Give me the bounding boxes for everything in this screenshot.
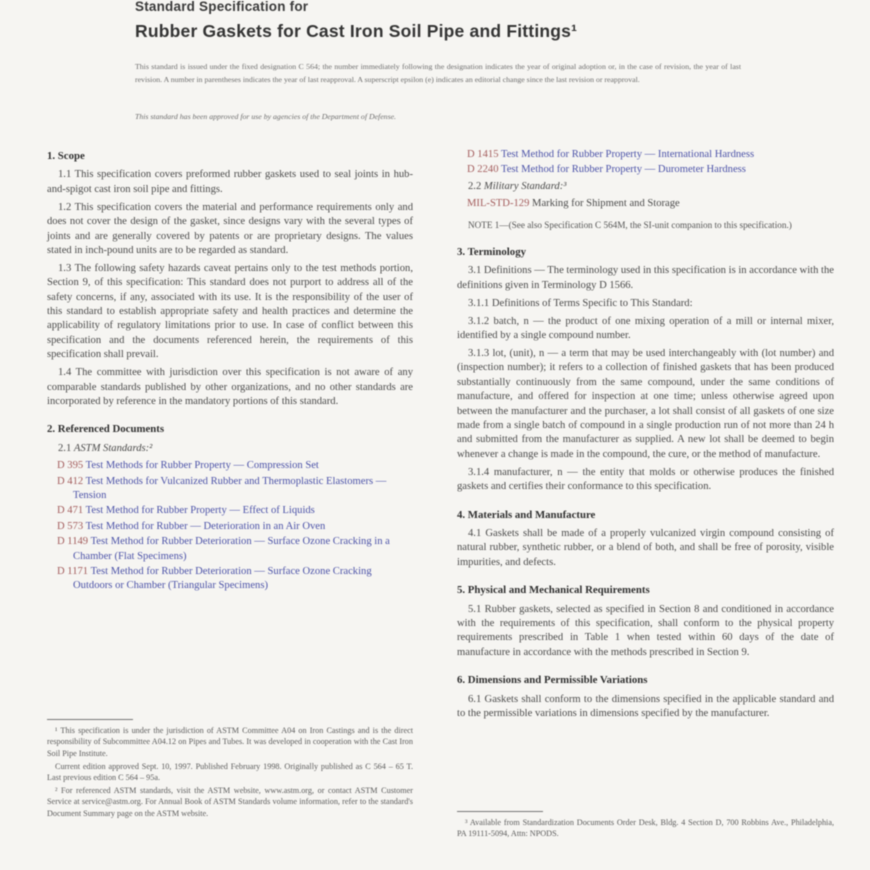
reference-title[interactable]: Test Methods for Rubber Property — Compression Set <box>85 460 319 472</box>
note-1: NOTE 1—(See also Specification C 564M, the SI-unit companion to this specification.) <box>468 219 792 230</box>
para-3-1: 3.1 Definitions — The terminology used in this specification is in accordance with the definitions given in Terminology D 1566. <box>457 265 834 291</box>
reference-title[interactable]: Test Method for Rubber Property — International Hardness <box>500 149 755 160</box>
footnote-2: ² For referenced ASTM standards, visit the ASTM website, www.astm.org, or contact ASTM Customer Service at service@astm.org. For Annual Book of ASTM Standards volume information, refer to the standard's Document Summary page on the ASTM website. <box>47 786 413 818</box>
reference-title[interactable]: Test Method for Rubber — Deterioration in an Air Oven <box>85 520 326 532</box>
reference-link-d1415[interactable] <box>467 148 834 162</box>
doc-title: Rubber Gaskets for Cast Iron Soil Pipe and Fittings¹ <box>135 21 578 41</box>
title-block <box>135 0 577 41</box>
reference-designation[interactable]: D 1415 <box>467 149 499 160</box>
heading-materials-and-manufacture: 4. Materials and Manufacture <box>457 508 596 521</box>
subheading-label: ASTM Standards:² <box>73 442 153 454</box>
heading-scope: 1. Scope <box>47 150 85 162</box>
reference-title[interactable]: Test Method for Rubber Property — Effect of Liquids <box>85 505 315 517</box>
para-3-1-2: 3.1.2 batch, n — the product of one mixing operation of a mill or internal mixer, identified by a single compound number. <box>457 315 834 342</box>
para-3-1-3: 3.1.3 lot, (unit), n — a term that may be used interchangeably with (lot number) and (inspection number); it refers to a collection of finished gaskets that has been produced substantially continuously from the same compound, under the same conditions of manufacture, and offered for inspection at one time; unless otherwise agreed upon between the manufacturer and the purchaser, a lot shall consist of all gaskets of one size made from a single batch of compound in a single production run of not more than 24 h and submitted from the manufacturer as supplied. A new lot shall be deemed to begin whenever a change is made in the compound, the cure, or the method of manufacture. <box>457 347 834 460</box>
para-6-1: 6.1 Gaskets shall conform to the dimensions specified in the applicable standard and to the permissible variations in dimensions specified by the manufacturer. <box>457 693 834 719</box>
issuance-boilerplate: This standard is issued under the fixed designation C 564; the number immediately following the designation indicates the year of original adoption or, in the case of revision, the year of last revision. A number in parentheses indicates the year of last reapproval. A superscript epsilon (e) indicates an editorial change since the last revision or reapproval. <box>135 62 741 85</box>
reference-designation[interactable]: D 1149 <box>57 536 89 548</box>
para-1-3: 1.3 The following safety hazards caveat pertains only to the test methods portion, Section 9, of this specification: This standard does not purport to address all of the safety concerns, if any, associated with its use. It is the responsibility of the user of this standard to establish appropriate safety and health practices and determine the applicability of regulatory limitations prior to use. In case of conflict between this specification and the documents referenced herein, the requirements of this specification shall prevail. <box>47 262 413 361</box>
heading-referenced-documents: 2. Referenced Documents <box>47 423 165 436</box>
reference-designation[interactable]: D 573 <box>57 520 84 532</box>
heading-physical-requirements: 5. Physical and Mechanical Requirements <box>457 584 650 597</box>
reference-designation: MIL-STD-129 <box>467 198 530 210</box>
footnote-1-edition: Current edition approved Sept. 10, 1997. Published February 1998. Originally published as C 564 – 65 T. Last previous edition C 564 – 95a. <box>47 761 413 783</box>
heading-dimensions: 6. Dimensions and Permissible Variations <box>457 674 648 687</box>
para-3-1-1: 3.1.1 Definitions of Terms Specific to This Standard: <box>468 297 693 309</box>
reference-designation[interactable]: D 412 <box>57 475 84 487</box>
footnote-1: ¹ This specification is under the jurisdiction of ASTM Committee A04 on Iron Castings and is the direct responsibility of Subcommittee A04.12 on Pipes and Tubes. It was developed in cooperation with the Cast Iron Soil Pipe Institute. <box>47 726 413 758</box>
dod-approval-note: This standard has been approved for use by agencies of the Department of Defense. <box>135 112 397 121</box>
reference-link-d471[interactable] <box>57 504 413 518</box>
reference-link-d1171[interactable] <box>57 565 413 594</box>
reference-designation[interactable]: D 471 <box>57 505 84 517</box>
reference-title[interactable]: Test Methods for Vulcanized Rubber and Thermoplastic Elastomers — Tension <box>73 475 387 502</box>
subheading-astm-standards <box>47 442 413 456</box>
subheading-number: 2.2 <box>468 180 482 192</box>
para-4-1: 4.1 Gaskets shall be made of a properly vulcanized virgin compound consisting of natural rubber, synthetic rubber, or a blend of both, and shall be free of porosity, visible impurities, and defects. <box>457 527 834 568</box>
reference-designation[interactable]: D 2240 <box>467 164 499 176</box>
subheading-military-standard <box>457 180 834 194</box>
footnote-3: ³ Available from Standardization Documents Order Desk, Bldg. 4 Section D, 700 Robbins Ave., Philadelphia, PA 19111-5094, Attn: NPODS. <box>457 818 834 839</box>
heading-terminology: 3. Terminology <box>457 246 526 259</box>
reference-title: Marking for Shipment and Storage <box>532 198 680 210</box>
astm-reference-list <box>47 459 413 594</box>
reference-designation[interactable]: D 395 <box>57 460 84 472</box>
reference-link-d573[interactable] <box>57 520 413 534</box>
para-5-1: 5.1 Rubber gaskets, selected as specified in Section 8 and conditioned in accordance with the requirements of this specification, shall conform to the physical property requirements prescribed in Table 1 when tested within 60 days of the date of manufacture in accordance with the methods prescribed in Section 9. <box>457 603 834 658</box>
left-column <box>47 147 413 596</box>
footnotes-right <box>457 811 834 841</box>
para-1-2: 1.2 This specification covers the material and performance requirements only and does not cover the design of the gasket, since designs vary with the several types of joints and are generally covered by patents or are proprietary designs. The values stated in inch-pound units are to be regarded as standard. <box>47 201 413 256</box>
footnote-rule <box>47 719 133 720</box>
astm-reference-list-continued <box>457 148 834 178</box>
doc-title-kicker: Standard Specification for <box>135 0 309 14</box>
para-1-4: 1.4 The committee with jurisdiction over this specification is not aware of any comparable standards published by other organizations, and no other standards are incorporated by reference in the mandatory portions of this standard. <box>47 367 413 407</box>
footnotes-left <box>47 719 413 821</box>
para-3-1-4: 3.1.4 manufacturer, n — the entity that molds or otherwise produces the finished gaskets and certifies their conformance to this specification. <box>457 466 834 493</box>
reference-designation[interactable]: D 1171 <box>57 566 89 578</box>
reference-link-d395[interactable] <box>57 459 413 473</box>
subheading-number: 2.1 <box>58 442 72 454</box>
reference-link-d2240[interactable] <box>467 163 834 177</box>
footnote-rule <box>457 811 543 812</box>
reference-title[interactable]: Test Method for Rubber Property — Durometer Hardness <box>500 164 746 176</box>
reference-title[interactable]: Test Method for Rubber Deterioration — Surface Ozone Cracking in a Chamber (Flat Specimens) <box>73 536 390 562</box>
subheading-label: Military Standard:³ <box>483 180 567 192</box>
reference-mil-std-129 <box>467 197 834 211</box>
reference-title[interactable]: Test Method for Rubber Deterioration — Surface Ozone Cracking Outdoors or Chamber (Triangular Specimens) <box>73 566 372 592</box>
reference-link-d1149[interactable] <box>57 535 413 564</box>
right-column <box>457 147 834 725</box>
reference-link-d412[interactable] <box>57 475 413 504</box>
para-1-1: 1.1 This specification covers preformed rubber gaskets used to seal joints in hub-and-spigot cast iron soil pipe and fittings. <box>47 169 413 195</box>
